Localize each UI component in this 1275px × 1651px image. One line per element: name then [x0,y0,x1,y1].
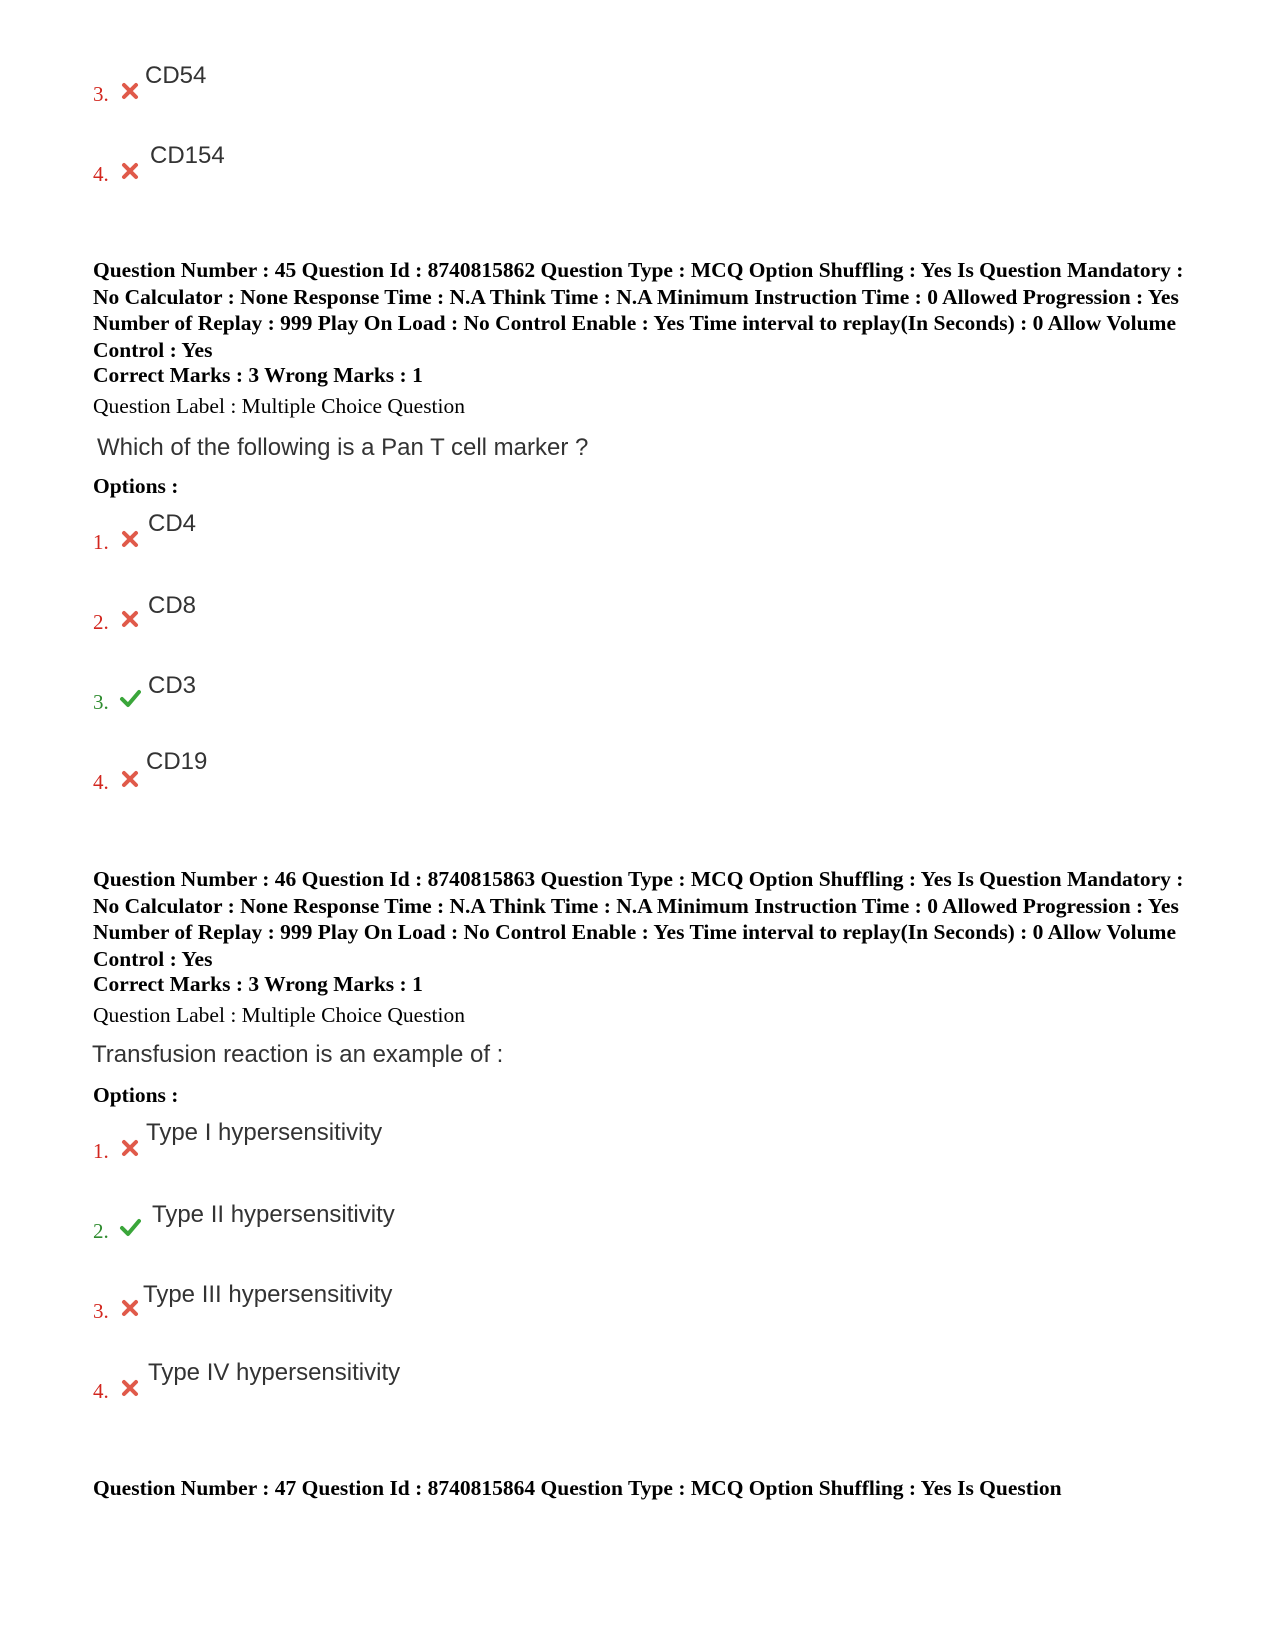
option-number: 3. [93,82,109,106]
option-number: 1. [93,1139,109,1163]
correct-check-icon [119,687,141,709]
option-text: CD54 [145,62,207,89]
option-number: 2. [93,1219,109,1243]
q45-option-1 [93,510,693,570]
option-text: Type III hypersensitivity [143,1281,393,1308]
option-number: 4. [93,1379,109,1403]
option-text: CD154 [150,142,225,169]
question-46-text: Transfusion reaction is an example of : [92,1041,504,1068]
option-text: Type II hypersensitivity [152,1201,395,1228]
wrong-cross-icon [119,160,141,182]
wrong-cross-icon [119,528,141,550]
option-text: CD8 [148,592,197,619]
correct-check-icon [119,1216,141,1238]
question-45-text: Which of the following is a Pan T cell marker ? [97,434,589,461]
question-45-header: Question Number : 45 Question Id : 8740815862 Question Type : MCQ Option Shuffling : Yes Is Question Mandatory : No Calculator : None Response Time : N.A Think Time : N.A Minimum Instruction Time : 0 Allowed Progression : Yes Number of Replay : 999 Play On Load : No Control Enable : Yes Time interval to replay(In Seconds) : 0 Allow Volume Control : Yes [93,258,1184,362]
question-45-options-heading: Options : [93,474,179,498]
wrong-cross-icon [119,608,141,630]
question-45-marks: Correct Marks : 3 Wrong Marks : 1 [93,363,423,387]
option-text: CD4 [148,510,197,537]
option-text: Type IV hypersensitivity [148,1359,401,1386]
option-number: 3. [93,690,109,714]
question-46-header: Question Number : 46 Question Id : 8740815863 Question Type : MCQ Option Shuffling : Yes Is Question Mandatory : No Calculator : None Response Time : N.A Think Time : N.A Minimum Instruction Time : 0 Allowed Progression : Yes Number of Replay : 999 Play On Load : No Control Enable : Yes Time interval to replay(In Seconds) : 0 Allow Volume Control : Yes [93,867,1184,971]
wrong-cross-icon [119,80,141,102]
q46-option-1 [93,1119,693,1179]
question-46-label: Question Label : Multiple Choice Question [93,1003,466,1027]
question-47-header: Question Number : 47 Question Id : 8740815864 Question Type : MCQ Option Shuffling : Yes Is Question [93,1476,1062,1500]
option-text: Type I hypersensitivity [146,1119,383,1146]
wrong-cross-icon [119,768,141,790]
q46-option-4 [93,1359,693,1419]
q46-option-3 [93,1279,693,1339]
prev-option-4 [93,142,693,202]
wrong-cross-icon [119,1377,141,1399]
question-46-marks: Correct Marks : 3 Wrong Marks : 1 [93,972,423,996]
wrong-cross-icon [119,1137,141,1159]
q46-option-2 [93,1199,693,1259]
wrong-cross-icon [119,1297,141,1319]
prev-option-3 [93,62,693,122]
option-text: CD3 [148,672,197,699]
option-number: 3. [93,1299,109,1323]
option-number: 4. [93,770,109,794]
q45-option-3 [93,670,693,730]
option-number: 4. [93,162,109,186]
question-45-label: Question Label : Multiple Choice Question [93,394,466,418]
option-number: 2. [93,610,109,634]
option-text: CD19 [146,748,208,775]
q45-option-4 [93,750,693,810]
question-46-options-heading: Options : [93,1083,179,1107]
option-number: 1. [93,530,109,554]
q45-option-2 [93,590,693,650]
